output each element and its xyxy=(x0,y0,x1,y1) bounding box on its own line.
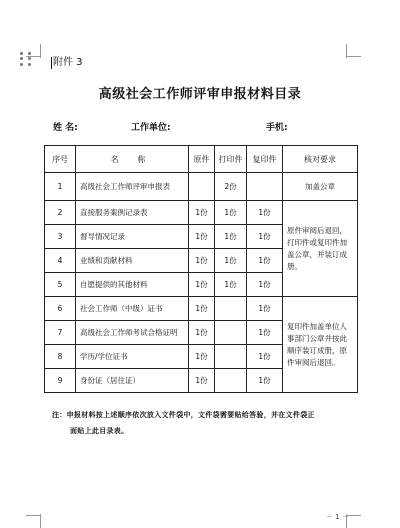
original-count-cell[interactable] xyxy=(189,173,215,201)
material-name-cell[interactable]: 直接服务案例记录表 xyxy=(76,201,189,225)
page-number: － 1 － xyxy=(326,513,349,521)
row-number-cell[interactable]: 3 xyxy=(45,225,76,249)
material-name-cell[interactable]: 身份证（居住证） xyxy=(76,369,189,393)
row-number-cell[interactable]: 4 xyxy=(45,249,76,273)
original-count-cell[interactable]: 1份 xyxy=(189,345,215,369)
printed-count-cell[interactable]: 1份 xyxy=(215,225,247,249)
footnote-line: 注：申报材料按上述顺序依次放入文件袋中，文件袋需要贴给答验，并在文件袋正 xyxy=(52,411,315,419)
material-name-cell[interactable]: 督导情况记录 xyxy=(76,225,189,249)
phone-label[interactable]: 手机: xyxy=(266,123,288,133)
copy-count-cell[interactable]: 1份 xyxy=(247,273,283,297)
crop-mark-top-left xyxy=(40,44,41,58)
copy-count-cell[interactable]: 1份 xyxy=(247,345,283,369)
crop-mark-top-right xyxy=(347,56,361,57)
crop-mark-bottom-right xyxy=(347,515,361,516)
attachment-label[interactable]: 附件 3 xyxy=(53,57,83,68)
original-count-cell[interactable]: 1份 xyxy=(189,297,215,321)
paragraph-drag-handle-icon[interactable] xyxy=(20,52,32,66)
table-header-row xyxy=(45,146,358,173)
header-cell[interactable]: 打印件 xyxy=(215,146,247,173)
original-count-cell[interactable]: 1份 xyxy=(189,249,215,273)
header-cell[interactable]: 核对要求 xyxy=(283,146,358,173)
table-row xyxy=(45,173,358,201)
printed-count-cell[interactable]: 1份 xyxy=(215,201,247,225)
material-name-cell[interactable]: 高级社会工作师考试合格证明 xyxy=(76,321,189,345)
header-cell[interactable]: 序号 xyxy=(45,146,76,173)
copy-count-cell[interactable]: 1份 xyxy=(247,369,283,393)
material-name-cell[interactable]: 学历/学位证书 xyxy=(76,345,189,369)
printed-count-cell[interactable]: 2份 xyxy=(215,173,247,201)
row-number-cell[interactable]: 9 xyxy=(45,369,76,393)
work-unit-label[interactable]: 工作单位: xyxy=(131,123,171,133)
crop-mark-bottom-left xyxy=(26,515,40,516)
header-cell[interactable]: 原件 xyxy=(189,146,215,173)
copy-count-cell[interactable]: 1份 xyxy=(247,249,283,273)
material-name-cell[interactable]: 业绩和贡献材料 xyxy=(76,249,189,273)
name-label[interactable]: 姓 名: xyxy=(53,123,78,133)
copy-count-cell[interactable]: 1份 xyxy=(247,297,283,321)
footnote-line: 面贴上此目录表。 xyxy=(70,427,129,435)
row-number-cell[interactable]: 5 xyxy=(45,273,76,297)
requirement-cell[interactable]: 加盖公章 xyxy=(283,173,358,201)
header-cell[interactable]: 复印件 xyxy=(247,146,283,173)
copy-count-cell[interactable] xyxy=(247,173,283,201)
header-cell[interactable]: 名 称 xyxy=(76,146,189,173)
original-count-cell[interactable]: 1份 xyxy=(189,369,215,393)
original-count-cell[interactable]: 1份 xyxy=(189,225,215,249)
crop-mark-bottom-left xyxy=(40,514,41,528)
row-number-cell[interactable]: 7 xyxy=(45,321,76,345)
original-count-cell[interactable]: 1份 xyxy=(189,201,215,225)
row-number-cell[interactable]: 1 xyxy=(45,173,76,201)
row-number-cell[interactable]: 8 xyxy=(45,345,76,369)
document-title[interactable]: 高级社会工作师评审申报材料目录 xyxy=(98,87,302,102)
material-name-cell[interactable]: 社会工作师（中级）证书 xyxy=(76,297,189,321)
printed-count-cell[interactable]: 1份 xyxy=(215,273,247,297)
copy-count-cell[interactable]: 1份 xyxy=(247,321,283,345)
requirement-cell[interactable]: 原件审阅后退回，打印件或复印件加盖公章，并装订成册。 xyxy=(283,201,358,297)
materials-table[interactable] xyxy=(44,145,358,393)
printed-count-cell[interactable] xyxy=(215,345,247,369)
material-name-cell[interactable]: 自愿提供的其他材料 xyxy=(76,273,189,297)
original-count-cell[interactable]: 1份 xyxy=(189,321,215,345)
row-number-cell[interactable]: 6 xyxy=(45,297,76,321)
table-row xyxy=(45,201,358,225)
requirement-cell[interactable]: 复印件加盖单位人事部门公章并按此顺序装订成册，原件审阅后退回。 xyxy=(283,297,358,393)
original-count-cell[interactable]: 1份 xyxy=(189,273,215,297)
footnote[interactable] xyxy=(52,407,358,439)
printed-count-cell[interactable] xyxy=(215,297,247,321)
copy-count-cell[interactable]: 1份 xyxy=(247,225,283,249)
copy-count-cell[interactable]: 1份 xyxy=(247,201,283,225)
printed-count-cell[interactable] xyxy=(215,369,247,393)
row-number-cell[interactable]: 2 xyxy=(45,201,76,225)
printed-count-cell[interactable]: 1份 xyxy=(215,249,247,273)
material-name-cell[interactable]: 高级社会工作师评审申报表 xyxy=(76,173,189,201)
table-row xyxy=(45,297,358,321)
text-cursor xyxy=(51,57,52,69)
printed-count-cell[interactable] xyxy=(215,321,247,345)
